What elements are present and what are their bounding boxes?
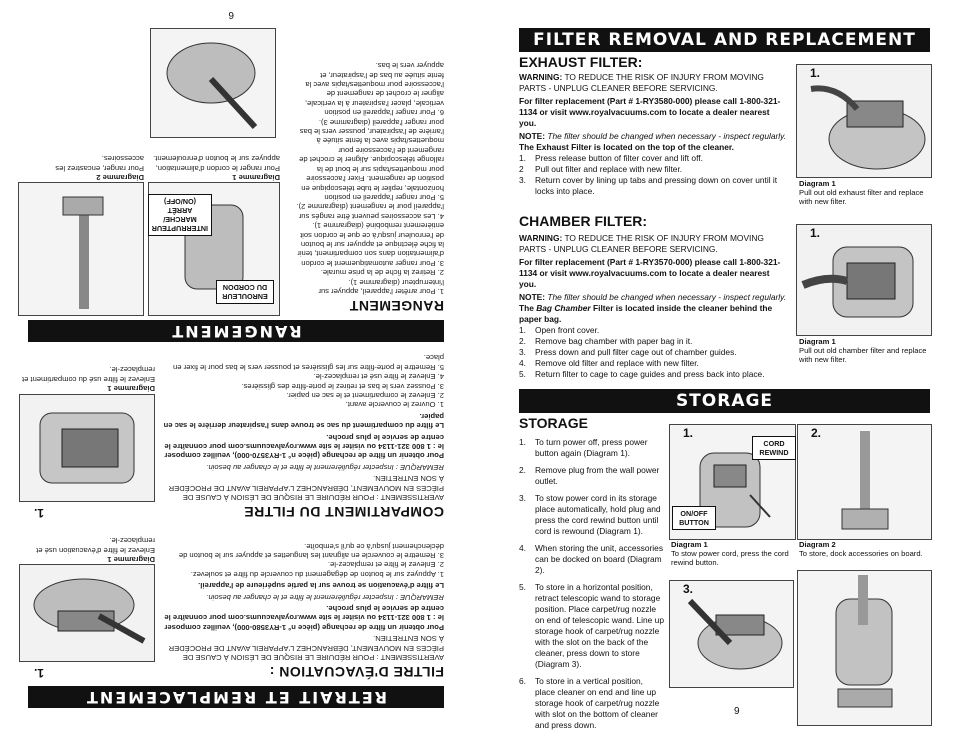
comp-order: Pour obtenir un filtre de rechange (pièce n° 1-RY3570-000), veuillez composer le : 1 800 321-1134 ou visiter le site www.royalvacuums.com pour connaître le centre de service le plus proche. — [164, 432, 444, 461]
vacuum-illustration — [797, 65, 931, 177]
step-item — [519, 164, 789, 175]
step-item — [519, 347, 789, 358]
title-filter-removal: FILTER REMOVAL AND REPLACEMENT — [519, 28, 930, 52]
step-number: 2. — [519, 336, 526, 346]
diagram-caption — [799, 540, 932, 558]
comp-step: 1. Ouvrez le couvercle avant. — [345, 400, 444, 410]
diagram-caption-text: To store, dock accessories on board. — [799, 549, 923, 558]
exhaust-text — [519, 72, 789, 197]
chamber-diagram-image — [796, 224, 932, 336]
step-number: 4. — [519, 543, 526, 553]
evac-step: 1. Appuyez sur le bouton de dégagement du couvercle du filtre et soulevez. — [190, 569, 444, 579]
diagram-label: Diagramme 1 — [107, 384, 155, 393]
step-item — [519, 437, 665, 459]
callout-interrupteur: INTERRUPTEUR MARCHE/ ARRÊT (ON/OFF) — [148, 194, 212, 236]
warning-label: WARNING: — [519, 233, 563, 243]
step-number: 6. — [519, 676, 526, 686]
diagram-label: Diagram 1 — [799, 337, 836, 346]
rang-step: 4. Les accessoires peuvent être rangés sur l'appareil pour le rangement (diagramme 2). — [296, 202, 444, 221]
location-info: The Exhaust Filter is located on the top of the cleaner. — [519, 142, 734, 152]
vacuum-illustration — [20, 565, 154, 661]
diagram-label: Diagram 2 — [799, 540, 836, 549]
step-number: 5. — [519, 582, 526, 592]
storage-steps — [519, 437, 665, 731]
step-text: To store in a horizontal position, retract telescopic wand to storage position. Place carpet/rug nozzle on end of telescopic wand. Line up storage hook of carpet/rug nozzle with the slot on the back of the cleaner, press down to store (Diagram 3). — [535, 582, 664, 669]
step-item — [519, 582, 665, 670]
step-item — [519, 358, 789, 369]
vacuum-illustration — [670, 581, 793, 687]
step-text: Return filter to cage to cage guides and press back into place. — [535, 369, 765, 379]
evac-step: 3. Remettre le couvercle en alignant les languettes et appuyer sur le bouton de déclenchement jusqu'à ce qu'il s'emboîte. — [178, 541, 444, 560]
diagram-rangement-2-image — [18, 182, 144, 316]
warning-text: TO REDUCE THE RISK OF INJURY FROM MOVING PARTS - UNPLUG CLEANER BEFORE SERVICING. — [519, 233, 764, 254]
evac-order: Pour obtenir un filtre de rechange (pièce n° 1-RY3580-000), veuillez composer le : 1 800 321-1134 ou visiter le site www.royalvacuums.com pour connaître le centre de service le plus proche. — [164, 603, 444, 632]
page-number: 9 — [734, 706, 740, 717]
diagram-compartiment-image — [19, 394, 155, 502]
heading-rangement: RANGEMENT — [349, 298, 444, 314]
callout-on-off-button: ON/OFF BUTTON — [672, 506, 716, 530]
page-number: 6 — [228, 9, 234, 20]
vacuum-illustration — [20, 395, 154, 501]
location-pre: The — [519, 303, 534, 313]
vacuum-illustration — [798, 425, 931, 539]
step-text: When storing the unit, accessories can be docked on board (Diagram 2). — [535, 543, 664, 575]
diagram-label: Diagram 1 — [671, 540, 708, 549]
diagram-caption — [20, 154, 144, 182]
step-number: 5. — [519, 369, 526, 379]
order-info: For filter replacement (Part # 1-RY3580-000) please call 1-800-321-1134 or visit www.royalvacuums.com to locate a dealer nearest you. — [519, 96, 781, 128]
comp-step: 4. Enlevez le filtre usé et remplacez-le. — [313, 372, 444, 382]
diagram-caption — [21, 536, 155, 564]
heading-storage: STORAGE — [519, 415, 588, 431]
diagram-caption-text: Enlevez le filtre usé du compartiment et remplacez-le. — [22, 365, 155, 384]
rang-step: 6. Pour ranger l'appareil en position verticale, placer l'aspirateur à la verticale, aligner le crochet de rangement de l'accessoire pour moquettes/tapis avec la fente située au bas de l'aspirateur, et appuyer vers le bas. — [304, 61, 444, 118]
rangement-text — [296, 61, 444, 296]
comp-location: Le filtre du compartiment du sac se trouve dans l'aspirateur derrière le sac en papier. — [163, 411, 444, 431]
comp-note: REMARQUE : Inspecter régulièrement le filtre et le changer au besoin. — [206, 462, 444, 472]
diagram-label: Diagram 1 — [799, 179, 836, 188]
diagram-label: Diagramme 1 — [107, 555, 155, 564]
vacuum-illustration — [19, 183, 143, 315]
diagram-number: 3. — [683, 582, 694, 596]
note-label: NOTE: — [519, 131, 546, 141]
step-text: Pull out filter and replace with new filter. — [535, 164, 683, 174]
warning-label: WARNING: — [519, 72, 563, 82]
step-number: 1. — [519, 437, 526, 447]
step-item — [519, 493, 665, 537]
evacuation-text — [162, 541, 444, 662]
step-text: Press down and pull filter cage out of chamber guides. — [535, 347, 737, 357]
diagram-caption — [21, 365, 155, 393]
diagram-number: 1. — [33, 666, 44, 680]
location-post: Filter is located inside the cleaner behind the paper bag. — [519, 303, 773, 324]
heading-exhaust-filter: EXHAUST FILTER: — [519, 54, 643, 70]
step-text: To store in a vertical position, place cleaner on end and line up storage hook of carpet/rug nozzle with slot on the bottom of cleaner and press down. — [535, 676, 660, 730]
rang-step: 1. Pour arrêter l'appareil, appuyer sur l'interrupteur (diagramme 1). — [318, 277, 444, 296]
diagram-number: 2. — [811, 426, 822, 440]
storage-text — [519, 437, 665, 731]
diagram-number: 1. — [683, 426, 694, 440]
evac-location: Le filtre d'évacuation se trouve sur la partie supérieure de l'appareil. — [198, 581, 444, 591]
location-em: Bag Chamber — [536, 303, 591, 313]
order-info: For filter replacement (Part # 1-RY3570-000) please call 1-800-321-1134 or visit www.royalvacuums.com to locate a dealer nearest you. — [519, 257, 781, 289]
warning-text: TO REDUCE THE RISK OF INJURY FROM MOVING PARTS - UNPLUG CLEANER BEFORE SERVICING. — [519, 72, 764, 93]
step-text: Remove plug from the wall power outlet. — [535, 465, 660, 486]
step-text: Remove old filter and replace with new filter. — [535, 358, 699, 368]
step-number: 1. — [519, 325, 526, 335]
diagram-caption-text: Enlevez le filtre d'évacuation usé et remplacez-le. — [36, 536, 155, 555]
diagram-label: Diagramme 1 — [232, 173, 280, 182]
compartiment-text — [162, 353, 444, 502]
comp-step: 3. Poussez vers le bas et retirez le porte-filtre des glissières. — [241, 381, 444, 391]
step-text: To turn power off, press power button again (Diagram 1). — [535, 437, 648, 458]
evac-step: 2. Enlevez le filtre et remplacez-le. — [327, 560, 444, 570]
diagram-rangement-3-image — [150, 28, 276, 138]
vacuum-illustration — [797, 225, 931, 335]
diagram-number: 1. — [810, 226, 821, 240]
comp-warning: AVERTISSEMENT : POUR RÉDUIRE LE RISQUE DE LÉSION À CAUSE DE PIÈCES EN MOUVEMENT, DÉBRANCHEZ L'APPAREIL AVANT DE PROCÉDER À SON ENTRETIEN. — [168, 474, 444, 502]
diagram-caption-text: Pull out old chamber filter and replace with new filter. — [799, 346, 927, 364]
step-number: 1. — [519, 153, 526, 163]
rang-step: 2. Retirez la fiche de la prise murale. — [320, 268, 444, 278]
step-text: Remove bag chamber with paper bag in it. — [535, 336, 693, 346]
title-rangement: RANGEMENT — [28, 320, 444, 342]
chamber-text — [519, 233, 789, 380]
callout-cord-rewind: CORD REWIND — [752, 436, 796, 460]
diagram-caption — [150, 154, 280, 182]
step-number: 3. — [519, 175, 526, 185]
french-page — [0, 0, 470, 738]
step-item — [519, 175, 789, 197]
step-number: 2. — [519, 465, 526, 475]
note-label: NOTE: — [519, 292, 546, 302]
storage-diagram-2-image — [797, 424, 932, 540]
step-item — [519, 153, 789, 164]
diagram-caption — [799, 337, 933, 364]
evac-note: REMARQUE : Inspecter régulièrement le filtre et le changer au besoin. — [206, 592, 444, 602]
diagram-label: Diagramme 2 — [96, 173, 144, 182]
title-storage: STORAGE — [519, 389, 930, 413]
step-item — [519, 543, 665, 576]
storage-diagram-4-image — [797, 570, 932, 726]
diagram-caption-text: To stow power cord, press the cord rewind button. — [671, 549, 789, 567]
chamber-steps — [519, 325, 789, 380]
diagram-caption-text: Pour ranger, encastrez les accessoires. — [55, 154, 144, 173]
heading-chamber-filter: CHAMBER FILTER: — [519, 213, 648, 229]
rang-step: 3. Pour ranger automatiquement le cordon d'alimentation dans son compartiment, tenir la fiche électrique et appuyer sur le bouton de l'enrouleur jusqu'à ce que le cordon soit entièrement rembobiné (diagramme 1). — [297, 221, 444, 268]
step-number: 4. — [519, 358, 526, 368]
step-item — [519, 369, 789, 380]
vacuum-illustration — [151, 29, 275, 137]
diagram-caption — [671, 540, 795, 567]
step-number: 2 — [519, 164, 524, 174]
storage-diagram-3-image — [669, 580, 794, 688]
step-text: Press release button of filter cover and lift off. — [535, 153, 703, 163]
note-text: The filter should be changed when necessary - inspect regularly. — [547, 131, 787, 141]
heading-compartiment: COMPARTIMENT DU FILTRE — [243, 504, 444, 520]
step-number: 3. — [519, 347, 526, 357]
step-item — [519, 465, 665, 487]
diagram-evacuation-image — [19, 564, 155, 662]
step-item — [519, 325, 789, 336]
step-text: To stow power cord in its storage place automatically, hold plug and press the cord rewind button until cord is rewound (Diagram 1). — [535, 493, 661, 536]
comp-step: 5. Remettre le porte-filtre sur les glissières et pousser vers le bas pour le fixer en place. — [173, 353, 444, 372]
step-number: 3. — [519, 493, 526, 503]
note-text: The filter should be changed when necessary - inspect regularly. — [547, 292, 787, 302]
evac-warning: AVERTISSEMENT : POUR RÉDUIRE LE RISQUE DE LÉSION À CAUSE DE PIÈCES EN MOUVEMENT, DÉBRANCHEZ L'APPAREIL AVANT DE PROCÉDER À SON ENTRETIEN. — [168, 634, 444, 662]
comp-step: 2. Enlevez le compartiment et le sac en papier. — [286, 390, 444, 400]
title-retrait: RETRAIT ET REMPLACEMENT — [28, 686, 444, 708]
step-item — [519, 336, 789, 347]
step-item — [519, 676, 665, 731]
step-text: Return cover by lining up tabs and pressing down on cover until it locks into place. — [535, 175, 778, 196]
heading-filtre-evacuation: FILTRE D'ÉVACUATION : — [269, 664, 444, 680]
exhaust-diagram-image — [796, 64, 932, 178]
exhaust-steps — [519, 153, 789, 197]
diagram-caption-text: Pour ranger le cordon d'alimentation, appuyez sur le bouton d'enroulement. — [153, 154, 280, 173]
callout-enrouleur: ENROULEUR DU CORDON — [216, 280, 274, 304]
diagram-number: 1. — [33, 506, 44, 520]
diagram-caption-text: Pull out old exhaust filter and replace with new filter. — [799, 188, 924, 206]
rang-step: 5. Pour ranger l'appareil en position horizontale, replier le tube télescopique en position de rangement. Fixer l'accessoire pour moquettes/tapis sur le bout de la rallonge télescopique. Aligner le crochet de rangement de l'accessoire pour moquettes/tapis avec la fente située à l'arrière de l'aspirateur, pousser vers le bas pour ranger l'appareil (diagramme 3). — [299, 117, 444, 202]
diagram-number: 1. — [810, 66, 821, 80]
step-text: Open front cover. — [535, 325, 600, 335]
diagram-caption — [799, 179, 933, 206]
vacuum-illustration — [798, 571, 931, 725]
